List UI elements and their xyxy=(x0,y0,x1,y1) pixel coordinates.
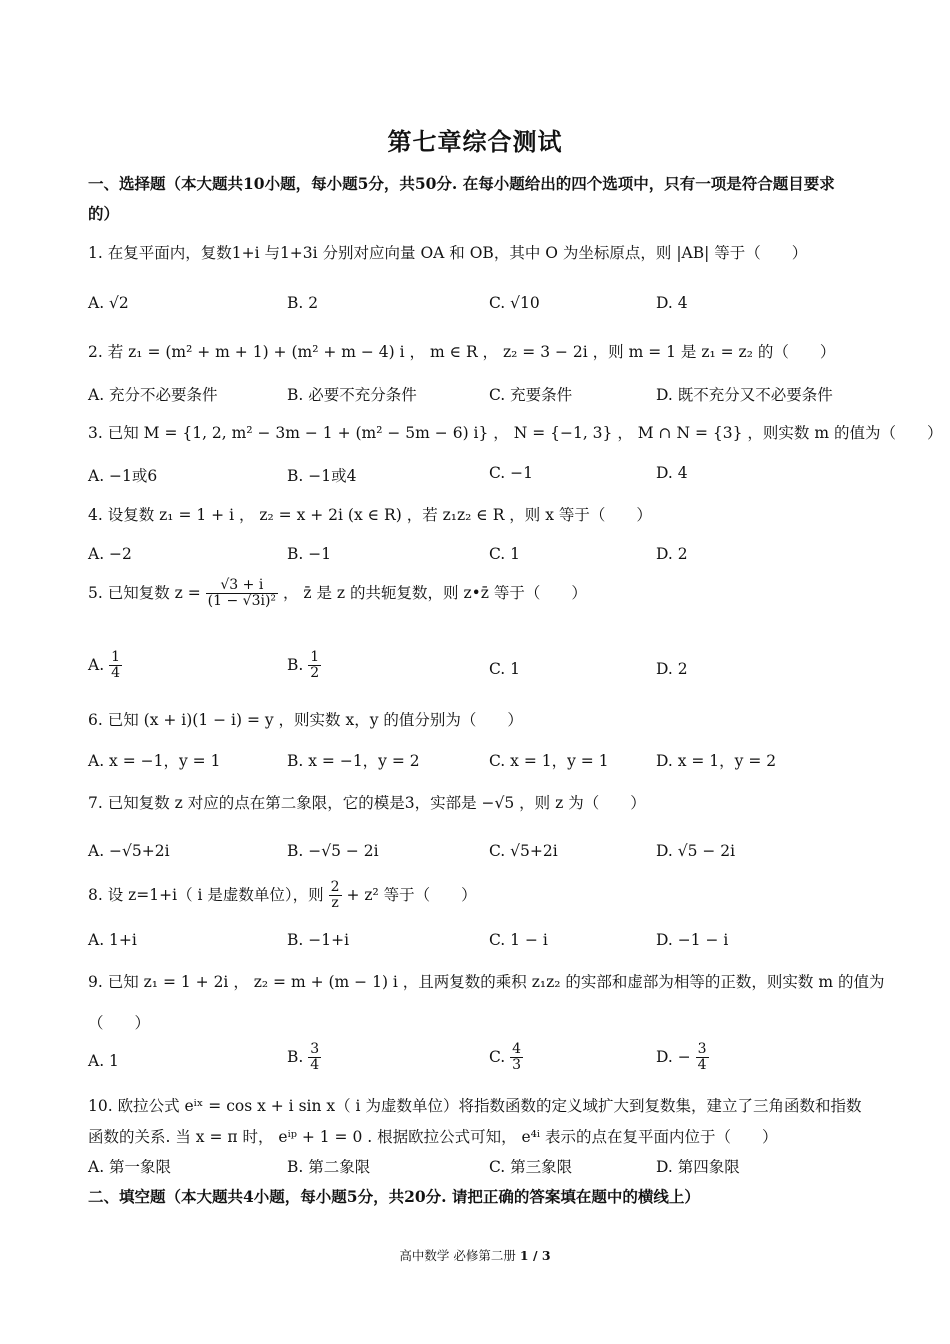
frac-num: 3 xyxy=(310,1041,320,1057)
frac-num: 3 xyxy=(697,1041,707,1057)
page-title: 第七章综合测试 xyxy=(387,127,563,156)
question-10: 10. 欧拉公式 eⁱˣ = cos x + i sin x（ i 为虚数单位）将指数函数的定义域扩大到复数集，建立了三角函数和指数 xyxy=(88,1097,862,1115)
q6-option-c: C. x = 1，y = 1 xyxy=(489,752,609,770)
q9-option-a: A. 1 xyxy=(88,1052,119,1070)
q5-option-b-fraction xyxy=(308,650,321,682)
q3-option-b: B. −1或4 xyxy=(287,467,357,485)
q10-option-b: B. 第二象限 xyxy=(287,1158,371,1176)
q7-option-c: C. √5+2i xyxy=(489,842,558,860)
q8-option-c: C. 1 − i xyxy=(489,931,548,949)
q1-option-c: C. √10 xyxy=(489,294,540,312)
q10-option-c: C. 第三象限 xyxy=(489,1158,573,1176)
q4-option-c: C. 1 xyxy=(489,545,521,563)
q5-option-a-fraction xyxy=(109,650,122,682)
q9-option-d-label: D. − xyxy=(656,1047,691,1066)
q2-option-a: A. 充分不必要条件 xyxy=(88,386,218,404)
q9-option-d-fraction xyxy=(696,1042,709,1074)
q9-option-d xyxy=(656,1042,709,1074)
q8-frac-numerator: 2 xyxy=(330,879,340,895)
footer-text: 高中数学 必修第二册 xyxy=(399,1248,516,1263)
q8-option-d: D. −1 − i xyxy=(656,931,729,949)
question-10-cont: 函数的关系. 当 x = π 时， eⁱᵖ + 1 = 0 . 根据欧拉公式可知， e⁴ⁱ 表示的点在复平面内位于（ ） xyxy=(88,1128,778,1146)
q4-option-b: B. −1 xyxy=(287,545,332,563)
q3-option-a: A. −1或6 xyxy=(88,467,158,485)
question-6: 6. 已知 (x + i)(1 − i) = y ，则实数 x，y 的值分别为（ ） xyxy=(88,711,523,729)
q7-option-b: B. −√5 − 2i xyxy=(287,842,379,860)
q4-option-d: D. 2 xyxy=(656,545,688,563)
q3-option-d: D. 4 xyxy=(656,464,688,482)
frac-den: 4 xyxy=(310,1057,320,1074)
q1-option-d: D. 4 xyxy=(656,294,688,312)
q3-option-c: C. −1 xyxy=(489,464,534,482)
q8-frac-denominator: z xyxy=(331,895,339,912)
q5-stem-end: ， z̄ 是 z 的共轭复数，则 z•z̄ 等于（ ） xyxy=(282,583,587,602)
page-footer xyxy=(0,1246,950,1264)
q2-option-d: D. 既不充分又不必要条件 xyxy=(656,386,833,404)
q8-option-a: A. 1+i xyxy=(88,931,137,949)
q6-option-a: A. x = −1，y = 1 xyxy=(88,752,221,770)
q9-option-c xyxy=(489,1042,523,1074)
q1-option-a: A. √2 xyxy=(88,294,129,312)
q5-option-b xyxy=(287,650,321,682)
question-2: 2. 若 z₁ = (m² + m + 1) + (m² + m − 4) i ， m ∈ R ， z₂ = 3 − 2i ，则 m = 1 是 z₁ = z₂ 的（ ） xyxy=(88,343,836,361)
q5-frac-denominator: (1 − √3i)² xyxy=(207,593,277,610)
q8-stem-end: + z² 等于（ ） xyxy=(346,885,477,904)
q10-option-d: D. 第四象限 xyxy=(656,1158,740,1176)
q8-fraction xyxy=(329,880,342,912)
q5-option-b-label: B. xyxy=(287,655,304,674)
q9-option-c-fraction xyxy=(510,1042,523,1074)
q5-option-d: D. 2 xyxy=(656,660,688,678)
q5-option-c: C. 1 xyxy=(489,660,521,678)
q2-option-c: C. 充要条件 xyxy=(489,386,573,404)
question-3: 3. 已知 M = {1, 2, m² − 3m − 1 + (m² − 5m − 6) i} ， N = {−1, 3} ， M ∩ N = {3} ，则实数 m 的值为（ ） xyxy=(88,424,943,442)
q5-option-a-label: A. xyxy=(88,655,105,674)
q5-fraction xyxy=(206,578,278,610)
q5-option-a xyxy=(88,650,122,682)
q5-frac-numerator: √3 + i xyxy=(206,578,278,594)
q6-option-d: D. x = 1，y = 2 xyxy=(656,752,777,770)
page-number: 1 / 3 xyxy=(519,1248,551,1263)
q1-option-b: B. 2 xyxy=(287,294,319,312)
q6-option-b: B. x = −1，y = 2 xyxy=(287,752,420,770)
frac-den: 3 xyxy=(512,1057,522,1074)
frac-den: 4 xyxy=(697,1057,707,1074)
q4-option-a: A. −2 xyxy=(88,545,132,563)
question-8 xyxy=(88,880,477,912)
frac-den: 2 xyxy=(310,665,320,682)
question-9: 9. 已知 z₁ = 1 + 2i ， z₂ = m + (m − 1) i ，且两复数的乘积 z₁z₂ 的实部和虚部为相等的正数，则实数 m 的值为 xyxy=(88,973,885,991)
frac-num: 1 xyxy=(111,649,120,665)
question-1: 1. 在复平面内，复数1+i 与1+3i 分别对应向量 OA 和 OB，其中 O 为坐标原点，则 |AB| 等于（ ） xyxy=(88,244,808,262)
q7-option-d: D. √5 − 2i xyxy=(656,842,736,860)
section2-heading: 二、填空题（本大题共4小题，每小题5分，共20分. 请把正确的答案填在题中的横线上） xyxy=(88,1187,700,1206)
q2-option-b: B. 必要不充分条件 xyxy=(287,386,417,404)
q8-option-b: B. −1+i xyxy=(287,931,350,949)
frac-num: 4 xyxy=(512,1041,522,1057)
section1-heading-cont: 的） xyxy=(88,204,120,223)
q9-option-c-label: C. xyxy=(489,1047,506,1066)
q9-option-b xyxy=(287,1042,321,1074)
question-7: 7. 已知复数 z 对应的点在第二象限，它的模是3，实部是 −√5 ，则 z 为（ ） xyxy=(88,794,646,812)
q5-stem-start: 5. 已知复数 z = xyxy=(88,583,206,602)
q8-stem-start: 8. 设 z=1+i（ i 是虚数单位），则 xyxy=(88,885,329,904)
frac-num: 1 xyxy=(310,649,320,665)
frac-den: 4 xyxy=(111,665,120,682)
question-4: 4. 设复数 z₁ = 1 + i ， z₂ = x + 2i (x ∈ R) ，若 z₁z₂ ∈ R ，则 x 等于（ ） xyxy=(88,506,652,524)
q7-option-a: A. −√5+2i xyxy=(88,842,170,860)
q9-option-b-fraction xyxy=(308,1042,321,1074)
question-9-cont: （ ） xyxy=(88,1014,151,1032)
section1-heading: 一、选择题（本大题共10小题，每小题5分，共50分. 在每小题给出的四个选项中，只有一项是符合题目要求 xyxy=(88,174,835,193)
question-5 xyxy=(88,578,587,610)
q10-option-a: A. 第一象限 xyxy=(88,1158,172,1176)
q9-option-b-label: B. xyxy=(287,1047,304,1066)
